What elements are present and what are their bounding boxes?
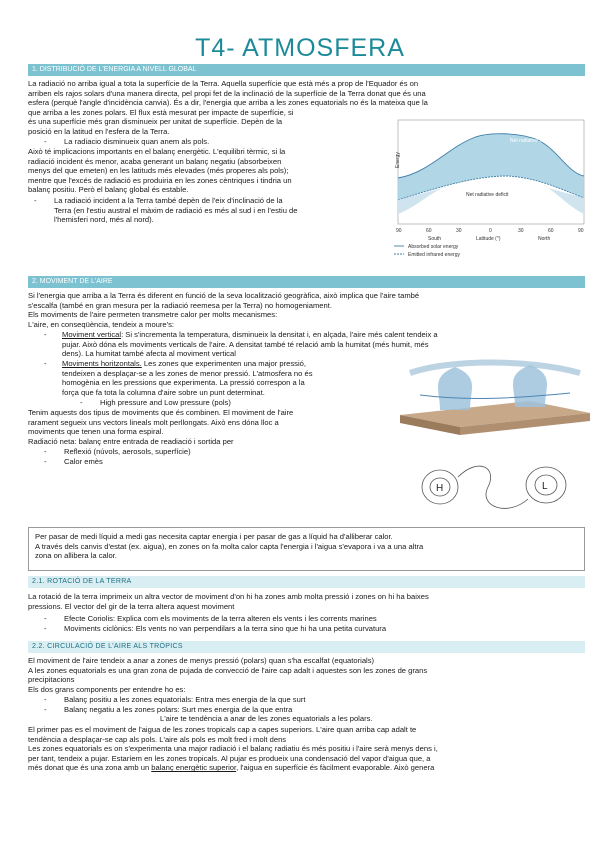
- text-line: zona on allibera la calor.: [35, 551, 117, 561]
- chart-surplus-label: Net radiative surplus: [510, 138, 556, 144]
- text-line: s'escalfa (també en gran mesura per la radiació reemesa per la Terra) no homogeniament.: [28, 300, 332, 310]
- high-low-spirals: [418, 447, 588, 527]
- text-line: tendència a desplaçar-se cap als pols. L'aire als pols es molt fred i molt dens: [28, 734, 287, 744]
- upper-airflow: [410, 363, 580, 374]
- bullet-dash: -: [34, 196, 37, 205]
- text-line: La radiació no arriba igual a tota la superfície de la Terra. Aquella superfície que està més a prop de l'Equador és on: [28, 79, 419, 88]
- s1-paragraph-2: [28, 147, 378, 195]
- vertical-movement-label: Moviment vertical: [62, 330, 122, 339]
- chart-south-label: South: [428, 236, 442, 242]
- bullet-text: Les zones que experimenten una major pressió,: [141, 359, 306, 368]
- text-line: és una superfície més gran disminueix per unitat de superfície. Depèn de la: [28, 117, 283, 127]
- bullet-dash: -: [44, 137, 47, 146]
- section-2-2-heading: 2.2. CIRCULACIÓ DE L'AIRE ALS TRÒPICS: [28, 641, 585, 653]
- bullet-text: La radiacio disminueix quan anem als pols.: [64, 137, 210, 146]
- s1-bullet-1: [44, 137, 374, 147]
- state-change-note-box: [28, 527, 585, 571]
- text-line: Els dos grans components per entendre ho es:: [28, 684, 186, 694]
- chart-legend-emitted: Emitted infrared energy: [408, 252, 460, 258]
- page-title: T4- ATMOSFERA: [195, 34, 405, 62]
- bullet-text: Moviments ciclònics: Els vents no van perpendilars a la terra sino que hi ha una petita curvatura: [64, 623, 387, 633]
- s2-paragraph-1: [28, 291, 588, 329]
- horizontal-movement-label: Moviments horitzontals.: [62, 359, 142, 368]
- bullet-dash: -: [44, 695, 47, 704]
- s2-paragraph-2: [28, 408, 400, 446]
- bullet-dash: -: [44, 359, 47, 368]
- bullet-dash: -: [44, 623, 47, 633]
- text-line: menys del que emeten) en les latituds més elevades (més properes als pols);: [28, 166, 289, 176]
- text-fragment: , l'aigua en superfície és fàcilment evaporable. Això genera: [236, 763, 435, 773]
- bullet-dash: -: [44, 330, 47, 339]
- text-line: Els moviments de l'aire permeten transmetre calor per molts mecanismes:: [28, 310, 278, 320]
- cyclone-column-right: [513, 365, 547, 407]
- text-line: que arriba a les zones polars. El flux està mesurat per impacte de superfície, si: [28, 107, 294, 117]
- chart-north-label: North: [538, 236, 551, 242]
- s22-paragraph-2: [28, 725, 588, 773]
- s22-paragraph-1: [28, 656, 588, 694]
- pressure-cells-illustration: [400, 355, 590, 435]
- bullet-text: força que fa tota la columna d'aire sobre un punt determinat.: [62, 387, 265, 397]
- section-2-1-heading: 2.1. ROTACIÓ DE LA TERRA: [28, 576, 585, 588]
- text-line: La rotació de la terra imprimeix un altra vector de moviment d'on hi ha zones amb molta pressió i zones on hi ha baixes: [28, 592, 429, 601]
- text-line: moviments que tenen una forma espiral.: [28, 427, 164, 437]
- bullet-text: High pressure and Low pressure (pols): [100, 398, 231, 407]
- chart-legend-absorbed: Absorbed solar energy: [408, 244, 459, 250]
- text-line: L'aire, en conseqüència, tendeix a moure's:: [28, 319, 175, 329]
- tick-label: 90: [396, 228, 402, 234]
- bullet-text: dens). La humitat també afecta al moviment vertical: [62, 349, 236, 359]
- bullet-text: Balanç negatiu a les zones polars: Surt mes energia de la que entra: [64, 704, 293, 714]
- bullet-text: tendeixen a desplaçar-se a les zones de menor pressió. L'atmosfera no és: [62, 368, 313, 378]
- bullet-text: La radiació incident a la Terra també depèn de l'eix d'inclinació de la: [54, 196, 283, 205]
- text-line: balanç positiu. Però el balanç global és estable.: [28, 185, 189, 195]
- text-line: precipitacions: [28, 675, 75, 685]
- text-line: mentre que l'excés de radiació es produiria en les zones cèntriques i tindria un: [28, 175, 292, 185]
- text-line: esfera (perquè l'angle d'incidència canvia). És a dir, l'energia que arriba a les zones equatorials no és la mateixa que la: [28, 98, 428, 108]
- low-pressure-label: L: [542, 481, 548, 492]
- cyclone-column-left: [438, 367, 472, 410]
- bullet-dash: -: [44, 456, 47, 466]
- text-line: [28, 763, 588, 773]
- bullet-text: : Si s'incrementa la temperatura, disminueix la densitat i, en alçada, l'aire més calent tendeix a: [121, 330, 438, 339]
- text-line: pressions. El vector del gir de la terra altera aquest moviment: [28, 601, 235, 611]
- s21-bullets: [44, 614, 584, 633]
- high-pressure-label: H: [436, 483, 444, 494]
- bullet-text: homogènia en les pressions que experimenta. La pressió correspon a la: [62, 378, 305, 388]
- text-line: arriben els rajos solars d'una manera directa, pel propi fet de la inclinació de la superfície de la Terra donat que és una: [28, 88, 426, 98]
- bullet-dash: -: [44, 614, 47, 623]
- text-line: El primer pas es el moviment de l'aigua de les zones tropicals cap a capes superiors. L'aire quan arriba cap adalt te: [28, 725, 417, 734]
- bullet-text: Terra (en l'estiu austral el màxim de radiació es més al sud i en l'estiu de: [54, 205, 298, 215]
- text-line: Les zones equatorials es on s'experimenta una major radiació i el balanç radiatiu és més positiu i l'aire serà menys dens i,: [28, 744, 438, 754]
- bullet-text: Efecte Coriolis: Explica com els moviments de la terra alteren els vents i les corrents marines: [64, 614, 377, 623]
- tick-label: 60: [548, 228, 554, 234]
- tick-label: 0: [489, 228, 492, 234]
- bullet-dash: -: [80, 398, 83, 407]
- text-line: Això té implicacions importants en el balanç energètic. L'equilibri tèrmic, si la: [28, 147, 286, 156]
- text-line: Tenim aquests dos tipus de moviments que és combinen. El moviment de l'aire: [28, 408, 294, 417]
- s1-bullet-2: [34, 196, 384, 225]
- energy-balance-link-text: balanç energètic superior: [151, 763, 237, 773]
- chart-xlabel: Latitude (°): [476, 236, 501, 242]
- tick-label: 30: [518, 228, 524, 234]
- s21-paragraph: [28, 592, 588, 611]
- bullet-text: Calor emès: [64, 456, 103, 466]
- airflow-spiral: [458, 466, 528, 508]
- text-line: A les zones equatorials es una gran zona de pujada de convecció de l'aire cap adalt i aquestes son les zones de grans: [28, 665, 428, 675]
- s2-net-bullets: [44, 447, 384, 466]
- bullet-text: Reflexió (núvols, aerosols, superfície): [64, 447, 191, 456]
- bullet-text: l'hemisferi nord, més al nord).: [54, 215, 154, 225]
- bullet-dash: -: [44, 447, 47, 456]
- text-fragment: més donat que és una zona amb un: [28, 763, 152, 773]
- text-line: rarament segueix uns vectors lineals molt perllongats. Això ens dóna lloc a: [28, 417, 279, 427]
- bullet-dash: -: [44, 704, 47, 714]
- tick-label: 90: [578, 228, 584, 234]
- tick-label: 30: [456, 228, 462, 234]
- text-line: A través dels canvis d'estat (ex. aigua), en zones on fa molta calor capta l'energia i l'aigua s'evapora i va a una altra: [35, 541, 424, 551]
- section-1-heading: 1. DISTRIBUCIÓ DE L'ENERGIA A NIVELL GLOBAL: [28, 64, 585, 76]
- s2-horizontal-bullet: [44, 359, 394, 397]
- chart-ylabel: Energy: [395, 152, 401, 168]
- text-line: El moviment de l'aire tendeix a anar a zones de menys pressió (polars) quan s'ha escalfat (equatorials): [28, 656, 375, 665]
- s2-sub-bullet: [80, 398, 380, 408]
- bullet-text: pujar. Això dóna els moviments verticals de l'aire. A densitat també té relació amb la humitat (més humit, més: [62, 339, 429, 349]
- chart-x-ticks: [396, 228, 584, 234]
- radiation-chart: [388, 118, 588, 268]
- s22-bullets: [44, 695, 584, 714]
- text-line: Per pasar de medi líquid a medi gas necesita captar energia i per pasar de gas a líquid ha d'alliberar calor.: [35, 532, 393, 541]
- s22-center-line: L'aire te tendència a anar de les zones equatorials a les polars.: [160, 714, 373, 723]
- text-line: radiació incident és menor, acaba generant un balanç negatiu (absorbeixen: [28, 156, 282, 166]
- text-line: Si l'energia que arriba a la Terra és diferent en funció de la seva localització geogràfica, això implica que l'aire també: [28, 291, 420, 300]
- bullet-text: Balanç positiu a les zones equatorials: Entra mes energia de la que surt: [64, 695, 306, 704]
- text-line: per tant, tendeix a pujar. Estaríem en les zones tropicals. Al pujar es produeix una condensació del vapor d'aigua que, a: [28, 753, 431, 763]
- text-line: posició en la latitud en l'esfera de la Terra.: [28, 126, 170, 136]
- tick-label: 60: [426, 228, 432, 234]
- section-2-heading: 2. MOVIMENT DE L'AIRE: [28, 276, 585, 288]
- text-line: Radiació neta: balanç entre entrada de readiació i sortida per: [28, 436, 234, 446]
- chart-deficit-label: Net radiative deficit: [466, 192, 509, 198]
